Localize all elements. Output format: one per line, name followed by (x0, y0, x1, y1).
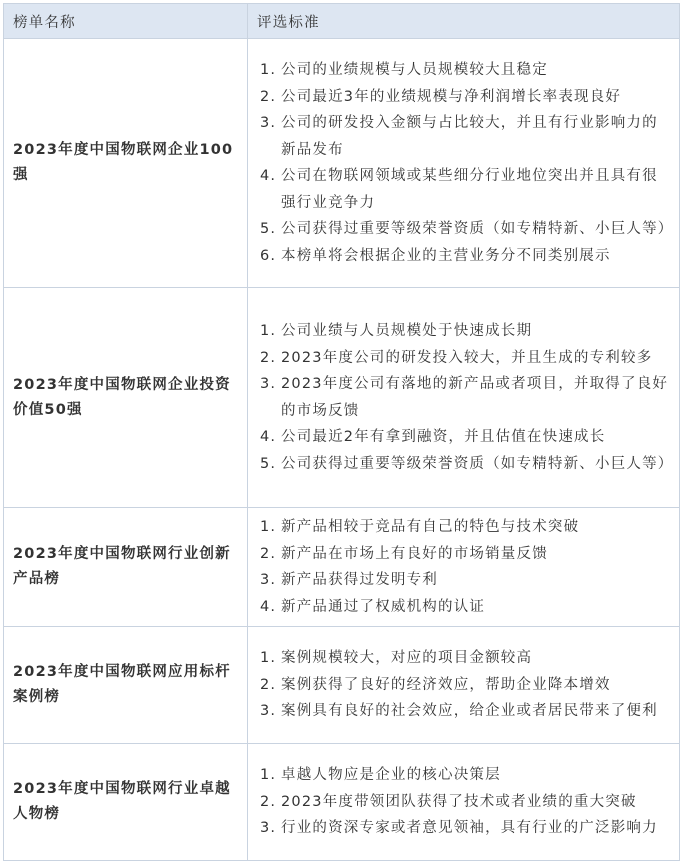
list-name: 2023年度中国物联网行业创新产品榜 (4, 508, 248, 627)
criteria-text: 新产品获得过发明专利 (281, 572, 438, 588)
list-name: 2023年度中国物联网企业100强 (4, 39, 248, 288)
criteria-text: 卓越人物应是企业的核心决策层 (281, 767, 501, 784)
criteria-item: 3. 公司的研发投入金额与占比较大，并且有行业影响力的新品发布 (260, 115, 658, 158)
criteria-item: 3. 新产品获得过发明专利 (260, 572, 438, 588)
criteria-list (260, 762, 671, 842)
criteria-cell (248, 508, 680, 627)
criteria-item: 1. 公司业绩与人员规模处于快速成长期 (260, 323, 533, 339)
criteria-item: 2. 案例获得了良好的经济效应，帮助企业降本增效 (260, 676, 611, 693)
criteria-cell (248, 627, 680, 744)
list-name: 2023年度中国物联网企业投资价值50强 (4, 288, 248, 508)
criteria-item: 3. 案例具有良好的社会效应，给企业或者居民带来了便利 (260, 703, 658, 720)
criteria-item: 2. 新产品在市场上有良好的市场销量反馈 (260, 545, 548, 562)
criteria-item: 2. 2023年度带领团队获得了技术或者业绩的重大突破 (260, 793, 637, 810)
criteria-item: 6. 本榜单将会根据企业的主营业务分不同类别展示 (260, 247, 611, 264)
criteria-item: 1. 卓越人物应是企业的核心决策层 (260, 767, 501, 784)
table-row (4, 39, 680, 288)
criteria-text: 公司的业绩规模与人员规模较大且稳定 (281, 62, 548, 78)
criteria-text: 新产品通过了权威机构的认证 (281, 598, 486, 615)
criteria-list (260, 645, 671, 725)
criteria-text: 本榜单将会根据企业的主营业务分不同类别展示 (281, 247, 611, 264)
criteria-text: 公司的研发投入金额与占比较大，并且有行业影响力的新品发布 (281, 115, 658, 158)
criteria-text: 公司获得过重要等级荣誉资质（如专精特新、小巨人等） (281, 221, 674, 237)
criteria-item: 1. 公司的业绩规模与人员规模较大且稳定 (260, 62, 548, 78)
criteria-list (260, 318, 674, 477)
criteria-text: 2023年度带领团队获得了技术或者业绩的重大突破 (281, 793, 637, 810)
header-row (4, 4, 680, 39)
list-name: 2023年度中国物联网应用标杆案例榜 (4, 627, 248, 744)
criteria-item: 5. 公司获得过重要等级荣誉资质（如专精特新、小巨人等） (260, 221, 674, 237)
criteria-text: 案例具有良好的社会效应，给企业或者居民带来了便利 (281, 703, 658, 720)
criteria-item: 3. 行业的资深专家或者意见领袖，具有行业的广泛影响力 (260, 820, 658, 837)
criteria-text: 案例规模较大，对应的项目金额较高 (281, 650, 533, 667)
criteria-text: 新产品在市场上有良好的市场销量反馈 (281, 545, 548, 562)
list-name: 2023年度中国物联网行业卓越人物榜 (4, 744, 248, 861)
table-row (4, 744, 680, 861)
criteria-item: 4. 公司在物联网领域或某些细分行业地位突出并且具有很强行业竞争力 (260, 168, 658, 211)
header-list-name: 榜单名称 (4, 4, 248, 39)
criteria-text: 公司最近3年的业绩规模与净利润增长率表现良好 (281, 88, 622, 105)
table-row (4, 288, 680, 508)
criteria-item: 1. 案例规模较大，对应的项目金额较高 (260, 650, 533, 667)
criteria-item: 2. 2023年度公司的研发投入较大，并且生成的专利较多 (260, 349, 653, 366)
criteria-text: 行业的资深专家或者意见领袖，具有行业的广泛影响力 (281, 820, 658, 837)
criteria-list (260, 57, 674, 269)
criteria-item: 5. 公司获得过重要等级荣誉资质（如专精特新、小巨人等） (260, 455, 674, 472)
criteria-cell (248, 288, 680, 508)
criteria-text: 公司在物联网领域或某些细分行业地位突出并且具有很强行业竞争力 (281, 168, 658, 211)
criteria-text: 案例获得了良好的经济效应，帮助企业降本增效 (281, 676, 611, 693)
criteria-item: 4. 公司最近2年有拿到融资，并且估值在快速成长 (260, 429, 606, 445)
criteria-text: 公司最近2年有拿到融资，并且估值在快速成长 (281, 429, 606, 445)
criteria-text: 2023年度公司有落地的新产品或者项目，并取得了良好的市场反馈 (281, 376, 669, 419)
table-row (4, 627, 680, 744)
criteria-item: 2. 公司最近3年的业绩规模与净利润增长率表现良好 (260, 88, 622, 105)
table-row (4, 508, 680, 627)
criteria-text: 2023年度公司的研发投入较大，并且生成的专利较多 (281, 349, 653, 366)
header-criteria: 评选标准 (248, 4, 680, 39)
criteria-item: 4. 新产品通过了权威机构的认证 (260, 598, 486, 615)
criteria-list (260, 514, 671, 620)
criteria-cell (248, 744, 680, 861)
criteria-cell (248, 39, 680, 288)
criteria-text: 公司业绩与人员规模处于快速成长期 (281, 323, 533, 339)
criteria-table (3, 3, 680, 861)
criteria-text: 公司获得过重要等级荣誉资质（如专精特新、小巨人等） (281, 455, 674, 472)
criteria-text: 新产品相较于竞品有自己的特色与技术突破 (281, 519, 580, 535)
criteria-item: 3. 2023年度公司有落地的新产品或者项目，并取得了良好的市场反馈 (260, 376, 669, 419)
criteria-item: 1. 新产品相较于竞品有自己的特色与技术突破 (260, 519, 580, 535)
